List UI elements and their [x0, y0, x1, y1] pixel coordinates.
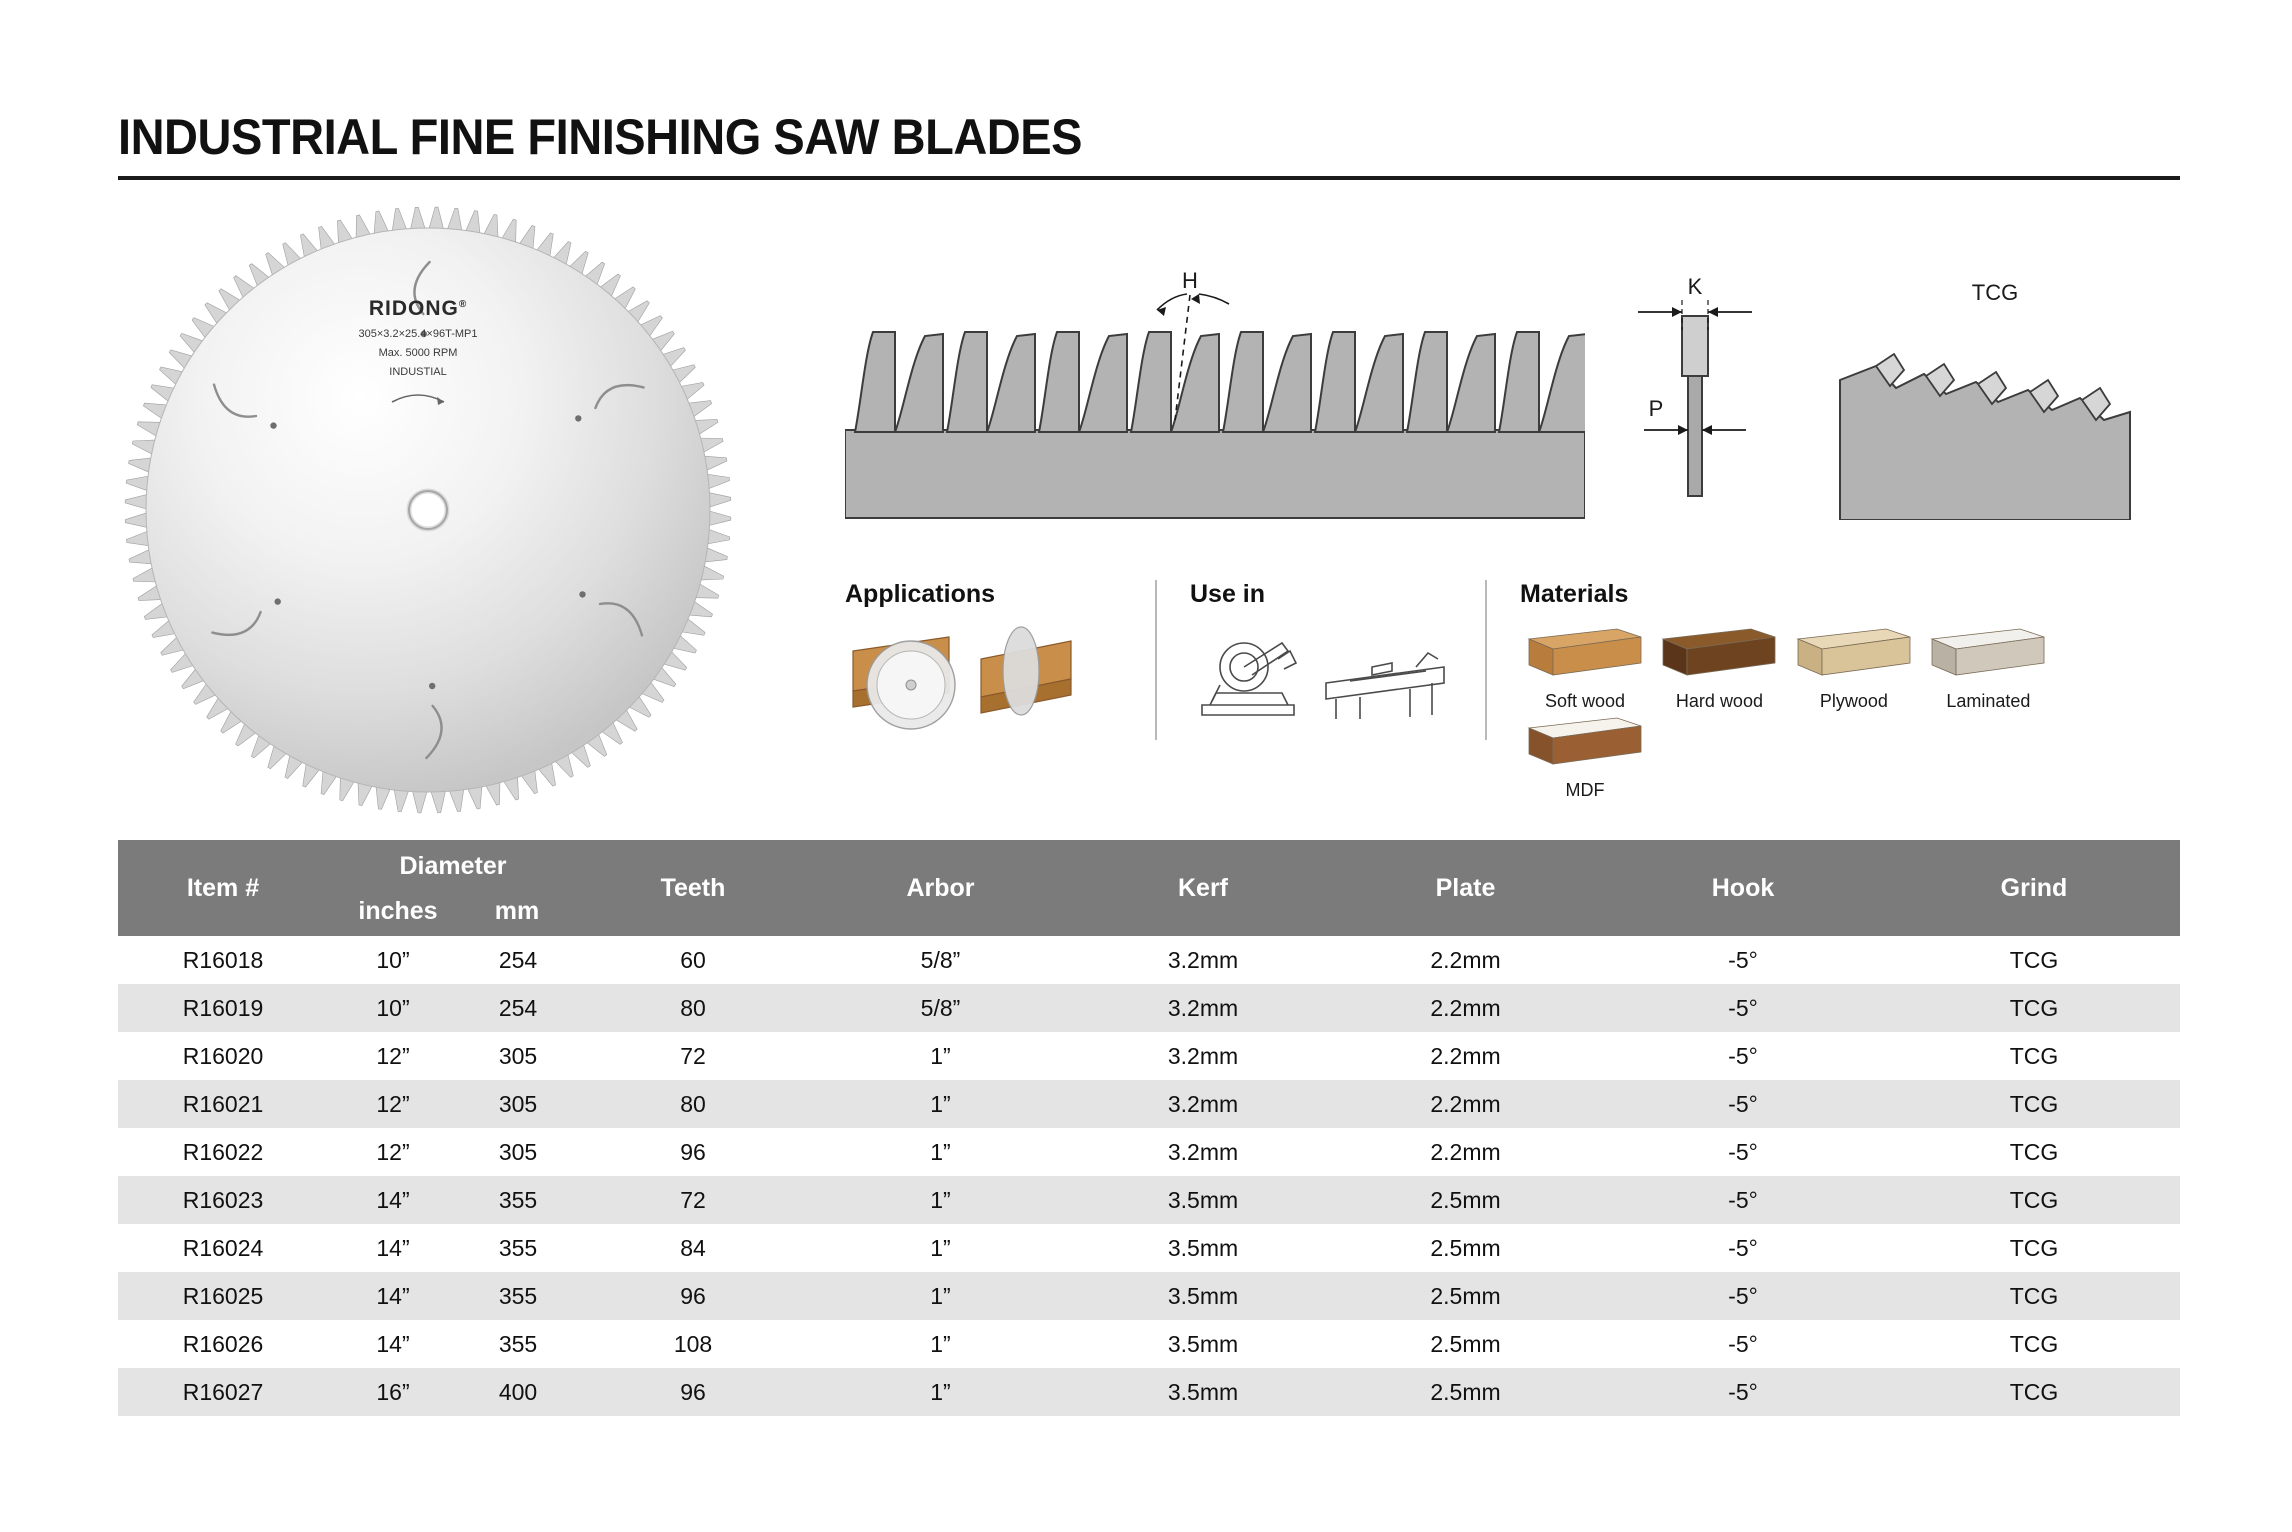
cell-kerf: 3.5mm	[1073, 1368, 1333, 1416]
blade-teeth-icon	[118, 200, 738, 820]
cell-inches: 10”	[376, 946, 410, 973]
hard-wood-swatch	[1659, 623, 1779, 685]
cell-plate: 2.2mm	[1333, 1080, 1598, 1128]
cell-grind: TCG	[2009, 946, 2059, 973]
cell-inches: 14”	[328, 1272, 458, 1320]
cell-arbor: 1”	[808, 1368, 1073, 1416]
cell-plate: 2.2mm	[1333, 984, 1598, 1032]
cell-item: R16024	[182, 1234, 264, 1261]
cell-kerf: 3.5mm	[1167, 1234, 1239, 1261]
header-plate: Plate	[1333, 840, 1598, 936]
cell-inches: 14”	[328, 1176, 458, 1224]
saw-blade-image	[118, 200, 738, 820]
header-grind: Grind	[1888, 840, 2180, 936]
header-diameter-mm: mm	[494, 897, 540, 925]
blade-label	[293, 295, 543, 412]
table-row	[118, 984, 2180, 1032]
cell-hook: -5°	[1598, 1176, 1888, 1224]
table-row	[118, 1368, 2180, 1416]
material-item	[1520, 712, 1650, 801]
cell-item: R16021	[118, 1080, 328, 1128]
header-diameter	[328, 840, 578, 936]
cell-hook: -5°	[1598, 1272, 1888, 1320]
cell-grind: TCG	[1888, 1272, 2180, 1320]
title-block	[118, 108, 2180, 180]
cell-item: R16025	[118, 1272, 328, 1320]
material-item	[1923, 623, 2053, 712]
soft-wood-swatch	[1525, 623, 1645, 685]
header-hook: Hook	[1598, 840, 1888, 936]
page-title: INDUSTRIAL FINE FINISHING SAW BLADES	[118, 109, 1083, 165]
cell-grind: TCG	[1888, 1176, 2180, 1224]
cell-item: R16019	[118, 984, 328, 1032]
table-row	[118, 1032, 2180, 1080]
cell-inches: 12”	[328, 1080, 458, 1128]
cell-plate: 2.5mm	[1430, 1330, 1501, 1357]
cell-grind: TCG	[2009, 1138, 2059, 1165]
cell-grind: TCG	[1888, 984, 2180, 1032]
cell-hook: -5°	[1728, 1234, 1758, 1261]
cell-hook: -5°	[1728, 1042, 1758, 1069]
cell-teeth: 96	[578, 1272, 808, 1320]
cell-inches: 16”	[328, 1368, 458, 1416]
header-item: Item #	[118, 840, 328, 936]
cell-arbor: 1”	[808, 1176, 1073, 1224]
cell-grind: TCG	[2009, 1330, 2059, 1357]
cell-grind: TCG	[2009, 1234, 2059, 1261]
cell-plate: 2.5mm	[1333, 1176, 1598, 1224]
table-row	[118, 1080, 2180, 1128]
cell-hook: -5°	[1728, 946, 1758, 973]
cell-teeth: 72	[578, 1176, 808, 1224]
cell-hook: -5°	[1598, 984, 1888, 1032]
table-row	[118, 936, 2180, 984]
hook-angle-label: H	[1182, 270, 1198, 293]
cell-kerf: 3.2mm	[1073, 984, 1333, 1032]
table-body	[118, 936, 2180, 1416]
column-divider-1	[1155, 580, 1157, 740]
miter-saw-icon	[1190, 623, 1470, 743]
cell-item: R16023	[118, 1176, 328, 1224]
cell-kerf: 3.5mm	[1073, 1272, 1333, 1320]
blade-brand: RIDONG®	[368, 297, 468, 320]
cell-item: R16022	[182, 1138, 264, 1165]
cell-teeth: 108	[673, 1330, 713, 1357]
cell-hook: -5°	[1598, 1368, 1888, 1416]
kerf-label: K	[1687, 274, 1703, 299]
cell-teeth: 80	[578, 1080, 808, 1128]
material-label: Hard wood	[1675, 691, 1763, 711]
mdf-swatch	[1525, 712, 1645, 774]
column-divider-2	[1485, 580, 1487, 740]
header-kerf: Kerf	[1073, 840, 1333, 936]
cell-mm: 355	[458, 1176, 578, 1224]
cell-grind: TCG	[1888, 1080, 2180, 1128]
cell-plate: 2.5mm	[1333, 1368, 1598, 1416]
cell-kerf: 3.2mm	[1073, 1080, 1333, 1128]
cell-grind: TCG	[1888, 1368, 2180, 1416]
materials-title: Materials	[1520, 580, 1629, 608]
cell-inches: 12”	[376, 1138, 410, 1165]
cell-teeth: 96	[578, 1368, 808, 1416]
material-label: Soft wood	[1544, 691, 1626, 711]
cell-arbor: 1”	[930, 1330, 951, 1357]
cell-inches: 10”	[328, 984, 458, 1032]
cell-inches: 14”	[376, 1330, 410, 1357]
cell-mm: 254	[498, 946, 538, 973]
cell-plate: 2.2mm	[1430, 1042, 1501, 1069]
table-row	[118, 1224, 2180, 1272]
header-diameter-inches: inches	[358, 897, 438, 925]
specifications-table	[118, 840, 2180, 1416]
cell-arbor: 5/8”	[808, 984, 1073, 1032]
cell-mm: 254	[458, 984, 578, 1032]
rotation-arrow-icon	[293, 388, 543, 413]
cell-grind: TCG	[2009, 1042, 2059, 1069]
cell-inches: 12”	[376, 1042, 410, 1069]
header-teeth: Teeth	[578, 840, 808, 936]
cell-plate: 2.2mm	[1430, 1138, 1501, 1165]
cell-teeth: 72	[680, 1042, 706, 1069]
cell-item: R16020	[182, 1042, 264, 1069]
materials-column	[1520, 580, 2180, 801]
cell-plate: 2.2mm	[1430, 946, 1501, 973]
cell-arbor: 1”	[808, 1080, 1073, 1128]
applications-column	[845, 580, 1145, 748]
header-arbor: Arbor	[808, 840, 1073, 936]
applications-title: Applications	[845, 580, 996, 608]
cell-teeth: 60	[680, 946, 706, 973]
grind-type-label: TCG	[1971, 280, 2019, 305]
cell-kerf: 3.2mm	[1167, 1138, 1239, 1165]
cell-kerf: 3.2mm	[1167, 1042, 1239, 1069]
cell-item: R16026	[182, 1330, 264, 1357]
cell-arbor: 1”	[930, 1138, 951, 1165]
material-label: Laminated	[1946, 691, 2031, 711]
cell-teeth: 96	[680, 1138, 706, 1165]
cell-hook: -5°	[1728, 1330, 1758, 1357]
use-in-column	[1190, 580, 1480, 748]
blade-spec-line: 305×3.2×25.4×96T-MP1	[358, 328, 478, 341]
table-row	[118, 1176, 2180, 1224]
plate-label: P	[1648, 396, 1664, 421]
cell-mm: 400	[458, 1368, 578, 1416]
blade-grade-line: INDUSTIAL	[389, 366, 447, 379]
tcg-grind-diagram	[1820, 270, 2150, 520]
cell-item: R16027	[118, 1368, 328, 1416]
cell-mm: 355	[458, 1272, 578, 1320]
title-divider	[118, 176, 2180, 180]
cell-mm: 355	[498, 1234, 538, 1261]
cell-mm: 305	[498, 1138, 538, 1165]
cell-arbor: 5/8”	[920, 946, 961, 973]
cell-arbor: 1”	[808, 1272, 1073, 1320]
plywood-swatch	[1794, 623, 1914, 685]
material-item	[1520, 623, 1650, 712]
materials-list	[1520, 623, 2180, 801]
blade-rpm-line: Max. 5000 RPM	[378, 347, 458, 360]
table-header-row	[118, 840, 2180, 936]
features-row	[845, 580, 2185, 800]
material-item	[1789, 623, 1919, 712]
cell-plate: 2.5mm	[1430, 1234, 1501, 1261]
blade-cutting-board-icon	[845, 623, 1125, 743]
material-label: Plywood	[1819, 691, 1888, 711]
header-diameter-label: Diameter	[399, 852, 507, 880]
material-item	[1654, 623, 1784, 712]
cell-mm: 355	[498, 1330, 538, 1357]
cell-inches: 14”	[376, 1234, 410, 1261]
cell-arbor: 1”	[930, 1234, 951, 1261]
cell-hook: -5°	[1728, 1138, 1758, 1165]
material-label: MDF	[1565, 780, 1605, 800]
cell-arbor: 1”	[930, 1042, 951, 1069]
cell-item: R16018	[182, 946, 264, 973]
table-row	[118, 1320, 2180, 1368]
table-row	[118, 1128, 2180, 1176]
cell-teeth: 80	[578, 984, 808, 1032]
cell-hook: -5°	[1598, 1080, 1888, 1128]
cell-kerf: 3.5mm	[1073, 1176, 1333, 1224]
cell-kerf: 3.2mm	[1167, 946, 1239, 973]
tooth-profile-diagram	[845, 270, 1585, 520]
table-row	[118, 1272, 2180, 1320]
use-in-title: Use in	[1190, 580, 1266, 608]
cell-mm: 305	[458, 1080, 578, 1128]
kerf-plate-diagram	[1620, 270, 1810, 520]
cell-kerf: 3.5mm	[1167, 1330, 1239, 1357]
laminated-swatch	[1928, 623, 2048, 685]
cell-teeth: 84	[680, 1234, 706, 1261]
cell-mm: 305	[498, 1042, 538, 1069]
cell-plate: 2.5mm	[1333, 1272, 1598, 1320]
